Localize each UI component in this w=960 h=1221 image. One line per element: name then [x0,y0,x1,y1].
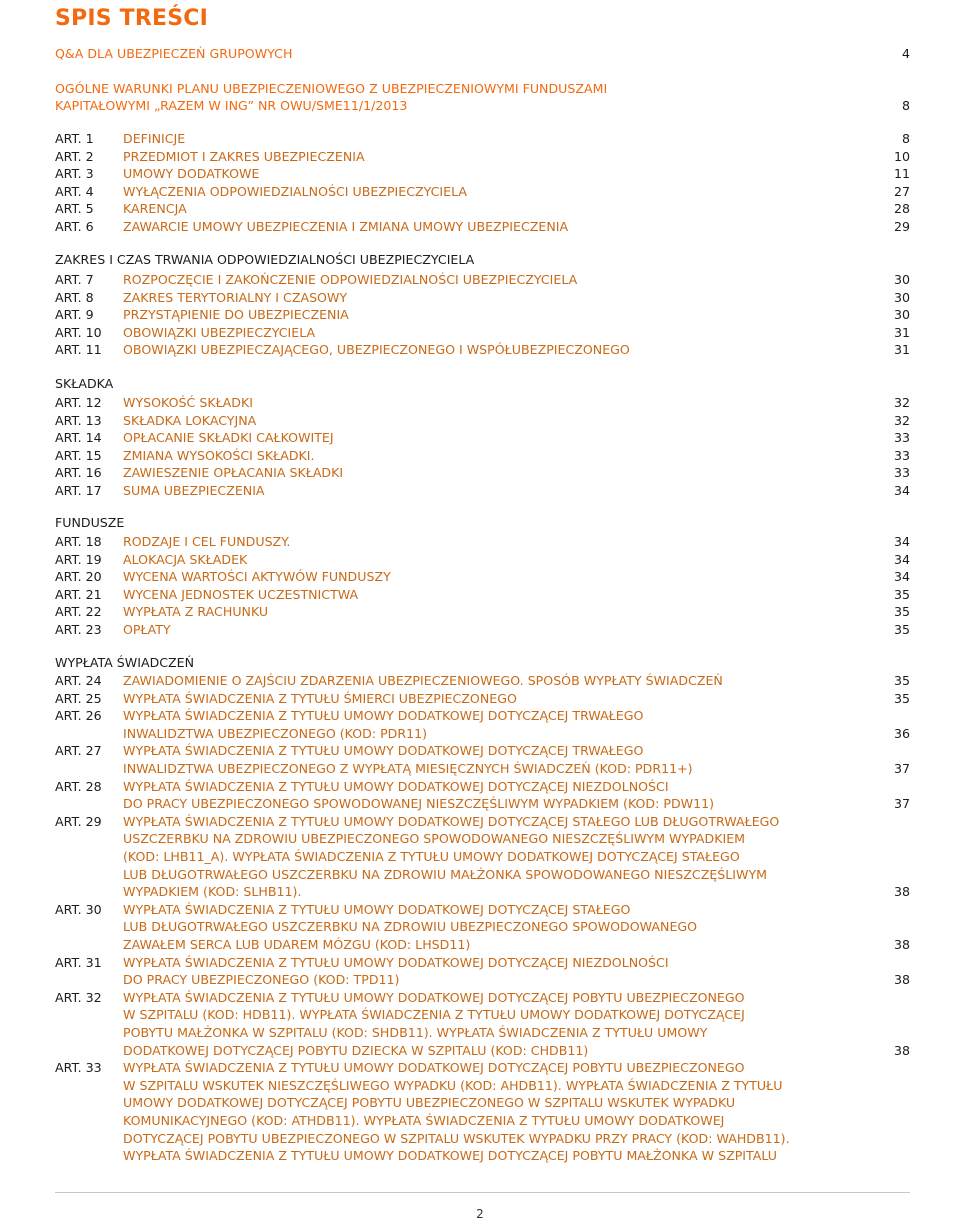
toc-entry-title [123,621,858,639]
toc-entry-title [123,1059,858,1165]
toc-entry-article: ART. 21 [55,586,102,602]
toc-entry-title-line: DO PRACY UBEZPIECZONEGO (KOD: TPD11) [123,972,400,988]
toc-entry-title [123,813,858,901]
toc-entry[interactable] [55,954,910,989]
toc-entry-title [123,200,858,218]
toc-entry-title [123,707,858,742]
toc-entry-page: 38 [893,972,910,988]
toc-entry-page: 31 [893,342,910,358]
toc-entry-title-line: DO PRACY UBEZPIECZONEGO SPOWODOWANEJ NIESZCZĘŚLIWYM WYPADKIEM (KOD: PDW11) [123,796,715,812]
toc-entry-title-line: LUB DŁUGOTRWAŁEGO USZCZERBKU NA ZDROWIU UBEZPIECZONEGO SPOWODOWANEGO [123,919,698,935]
toc-entry-title [123,341,858,359]
toc-owu-entry[interactable] [55,80,910,114]
toc-entry[interactable] [55,464,910,482]
toc-entry[interactable] [55,148,910,166]
toc-entry-article: ART. 6 [55,219,94,234]
toc-entry-page: 34 [893,551,910,567]
toc-entry-title [123,989,858,1059]
toc-entry-article: ART. 11 [55,342,102,358]
section-heading-zakres: ZAKRES I CZAS TRWANIA ODPOWIEDZIALNOŚCI UBEZPIECZYCIELA [55,252,475,267]
toc-entry-title-line: UMOWY DODATKOWEJ DOTYCZĄCEJ POBYTU UBEZPIECZONEGO W SZPITALU WSKUTEK WYPADKU [123,1095,736,1111]
page-title: SPIS TREŚCI [55,6,209,31]
toc-entry-title-line: INWALIDZTWA UBEZPIECZONEGO Z WYPŁATĄ MIESIĘCZNYCH ŚWIADCZEŃ (KOD: PDR11+) [123,760,693,776]
toc-entry[interactable] [55,289,910,307]
toc-entry-page: 34 [893,483,910,498]
toc-qa-entry[interactable] [55,46,910,63]
toc-entry[interactable] [55,551,910,569]
toc-entry[interactable] [55,901,910,954]
toc-entry[interactable] [55,183,910,201]
toc-entry-title [123,412,858,430]
toc-entry-title [123,482,858,500]
toc-entry-title-line: DOTYCZĄCEJ POBYTU UBEZPIECZONEGO W SZPITALU WSKUTEK WYPADKU PRZY PRACY (KOD: WAHDB11). [123,1130,790,1146]
toc-entry[interactable] [55,341,910,359]
toc-entry-page: 30 [893,307,910,323]
toc-owu-page: 8 [901,98,910,113]
toc-entry-article: ART. 22 [55,604,102,620]
toc-entry-title [123,289,858,307]
toc-entry-title-line: W SZPITALU (KOD: HDB11). WYPŁATA ŚWIADCZENIA Z TYTUŁU UMOWY DODATKOWEJ DOTYCZĄCEJ [123,1007,745,1023]
toc-entry-article: ART. 31 [55,954,102,970]
toc-entry-title [123,690,858,708]
toc-entry[interactable] [55,394,910,412]
toc-entry-title [123,324,858,342]
section-heading-fundusze: FUNDUSZE [55,515,125,530]
toc-entry-title-line: USZCZERBKU NA ZDROWIU UBEZPIECZONEGO SPOWODOWANEGO NIESZCZĘŚLIWYM WYPADKIEM [123,831,746,847]
toc-entry[interactable] [55,603,910,621]
footer-divider [55,1192,910,1193]
toc-entry-article: ART. 27 [55,743,102,759]
toc-entry-article: ART. 1 [55,131,94,146]
toc-entry-article: ART. 2 [55,148,94,164]
toc-entry-page: 37 [893,760,910,776]
toc-entry-page: 32 [893,412,910,428]
toc-entry-title [123,271,858,289]
toc-entry-title-line: ZAWAŁEM SERCA LUB UDAREM MÓZGU (KOD: LHSD11) [123,936,471,952]
toc-entry[interactable] [55,165,910,183]
toc-entry-title-line: OPŁATY [123,622,171,637]
toc-entry-title [123,551,858,569]
toc-entry-title-line: ZAWARCIE UMOWY UBEZPIECZENIA I ZMIANA UMOWY UBEZPIECZENIA [123,219,569,234]
toc-entry-page: 10 [893,148,910,164]
toc-entry-title-line: WYPŁATA ŚWIADCZENIA Z TYTUŁU UMOWY DODATKOWEJ DOTYCZĄCEJ POBYTU MAŁŻONKA W SZPITALU [123,1148,777,1164]
toc-entry-title-line: WYŁĄCZENIA ODPOWIEDZIALNOŚCI UBEZPIECZYCIELA [123,183,468,199]
toc-entry-title-line: WYPŁATA ŚWIADCZENIA Z TYTUŁU UMOWY DODATKOWEJ DOTYCZĄCEJ TRWAŁEGO [123,743,644,759]
toc-entry-article: ART. 29 [55,813,102,829]
toc-entry-title-line: WYPŁATA ŚWIADCZENIA Z TYTUŁU UMOWY DODATKOWEJ DOTYCZĄCEJ POBYTU UBEZPIECZONEGO [123,989,745,1005]
toc-entry-page: 35 [893,690,910,706]
toc-entry-title-line: WYPŁATA ŚWIADCZENIA Z TYTUŁU UMOWY DODATKOWEJ DOTYCZĄCEJ NIEZDOLNOŚCI [123,778,669,794]
toc-entry-title-line: INWALIDZTWA UBEZPIECZONEGO (KOD: PDR11) [123,725,428,741]
toc-entry[interactable] [55,813,910,901]
toc-entry-title-line: OBOWIĄZKI UBEZPIECZAJĄCEGO, UBEZPIECZONEGO I WSPÓŁUBEZPIECZONEGO [123,342,630,358]
toc-entry-title-line: LUB DŁUGOTRWAŁEGO USZCZERBKU NA ZDROWIU MAŁŻONKA SPOWODOWANEGO NIESZCZĘŚLIWYM [123,866,768,882]
toc-entry-title-line: WYPŁATA ŚWIADCZENIA Z TYTUŁU UMOWY DODATKOWEJ DOTYCZĄCEJ STAŁEGO [123,901,631,917]
toc-entry-title [123,742,858,777]
toc-entry-article: ART. 7 [55,272,94,287]
toc-entry-page: 37 [893,796,910,812]
toc-entry-title [123,568,858,586]
toc-entry-page: 33 [893,465,910,481]
section-heading-skladka: SKŁADKA [55,376,114,391]
toc-entry[interactable] [55,621,910,639]
toc-entry-title-line: WYPŁATA ŚWIADCZENIA Z TYTUŁU UMOWY DODATKOWEJ DOTYCZĄCEJ NIEZDOLNOŚCI [123,954,669,970]
toc-entry-title-line: PRZEDMIOT I ZAKRES UBEZPIECZENIA [123,148,365,164]
toc-entry-title-line: DODATKOWEJ DOTYCZĄCEJ POBYTU DZIECKA W SZPITALU (KOD: CHDB11) [123,1042,589,1058]
toc-entry-page: 29 [893,219,910,234]
toc-entry-article: ART. 25 [55,690,102,706]
toc-entry-page: 36 [893,725,910,741]
toc-entry-page: 33 [893,447,910,463]
page-number: 2 [476,1207,484,1221]
toc-entry-title-line: SKŁADKA LOKACYJNA [123,412,257,428]
toc-entry-title-line: WYCENA WARTOŚCI AKTYWÓW FUNDUSZY [123,569,391,585]
toc-entry-page: 28 [893,201,910,217]
toc-entry-title-line: ZAWIESZENIE OPŁACANIA SKŁADKI [123,465,344,481]
toc-entry[interactable] [55,218,910,236]
toc-entry-article: ART. 19 [55,551,102,567]
toc-entry-title [123,165,858,183]
toc-entry-title-line: WYPŁATA ŚWIADCZENIA Z TYTUŁU UMOWY DODATKOWEJ DOTYCZĄCEJ POBYTU UBEZPIECZONEGO [123,1060,745,1076]
toc-entry[interactable] [55,271,910,289]
toc-qa-page: 4 [901,46,910,61]
toc-entry-title [123,130,858,148]
toc-entry-title-line: W SZPITALU WSKUTEK NIESZCZĘŚLIWEGO WYPADKU (KOD: AHDB11). WYPŁATA ŚWIADCZENIA Z TYTUŁU [123,1077,783,1093]
toc-entry-page: 34 [893,534,910,549]
toc-entry-article: ART. 4 [55,183,94,199]
toc-entry-page: 8 [901,131,910,146]
toc-entry-title [123,954,858,989]
toc-entry[interactable] [55,200,910,218]
toc-entry-title [123,148,858,166]
toc-entry-article: ART. 15 [55,447,102,463]
toc-entry-article: ART. 8 [55,289,94,305]
toc-entry-title [123,533,858,551]
toc-entry-article: ART. 30 [55,901,102,917]
toc-entry-page: 34 [893,569,910,585]
toc-entry-title-line: WYPŁATA ŚWIADCZENIA Z TYTUŁU UMOWY DODATKOWEJ DOTYCZĄCEJ STAŁEGO LUB DŁUGOTRWAŁEGO [123,813,780,829]
toc-entry-page: 35 [893,604,910,620]
toc-entry[interactable] [55,1059,910,1165]
toc-entry-title-line: OPŁACANIE SKŁADKI CAŁKOWITEJ [123,430,334,446]
toc-entry-title [123,603,858,621]
toc-entry-article: ART. 3 [55,166,94,182]
toc-entry[interactable] [55,778,910,813]
toc-entry-title-line: KARENCJA [123,201,187,217]
toc-entry-title-line: UMOWY DODATKOWE [123,166,260,182]
toc-entry-page: 38 [893,1042,910,1058]
toc-entry-title [123,183,858,201]
toc-entry-page: 31 [893,324,910,340]
toc-entry-article: ART. 12 [55,395,102,410]
toc-entry-title-line: ZAWIADOMIENIE O ZAJŚCIU ZDARZENIA UBEZPIECZENIOWEGO. SPOSÓB WYPŁATY ŚWIADCZEŃ [123,673,723,688]
toc-owu-line1: OGÓLNE WARUNKI PLANU UBEZPIECZENIOWEGO Z UBEZPIECZENIOWYMI FUNDUSZAMI [55,81,608,96]
toc-entry-title [123,218,858,236]
toc-entry-title [123,394,858,412]
toc-entry-article: ART. 32 [55,989,102,1005]
toc-entry-title [123,429,858,447]
toc-entry-title-line: ROZPOCZĘCIE I ZAKOŃCZENIE ODPOWIEDZIALNOŚCI UBEZPIECZYCIELA [123,272,578,287]
toc-entry-article: ART. 16 [55,465,102,481]
toc-entry-article: ART. 17 [55,483,102,498]
toc-entry-page: 30 [893,289,910,305]
toc-entry-title-line: WYPŁATA Z RACHUNKU [123,604,269,620]
toc-entry-page: 11 [893,166,910,182]
toc-entry-page: 30 [893,272,910,287]
toc-entry[interactable] [55,482,910,500]
toc-entry[interactable] [55,429,910,447]
toc-entry-article: ART. 14 [55,430,102,446]
toc-entry-title [123,778,858,813]
toc-entry[interactable] [55,742,910,777]
toc-entry-title-line: POBYTU MAŁŻONKA W SZPITALU (KOD: SHDB11). WYPŁATA ŚWIADCZENIA Z TYTUŁU UMOWY [123,1024,708,1040]
toc-entry[interactable] [55,306,910,324]
toc-entry-article: ART. 23 [55,622,102,637]
toc-entry[interactable] [55,690,910,708]
toc-entry[interactable] [55,586,910,604]
toc-entry-title [123,306,858,324]
toc-entry-title [123,447,858,465]
toc-entry-title-line: SUMA UBEZPIECZENIA [123,483,265,498]
toc-entry-title-line: WYPŁATA ŚWIADCZENIA Z TYTUŁU UMOWY DODATKOWEJ DOTYCZĄCEJ TRWAŁEGO [123,708,644,724]
toc-entry-page: 35 [893,586,910,602]
toc-entry-page: 35 [893,622,910,637]
toc-entry-title [123,672,858,690]
toc-entry[interactable] [55,568,910,586]
toc-entry-article: ART. 5 [55,201,94,217]
toc-entry-article: ART. 26 [55,708,102,724]
toc-entry[interactable] [55,707,910,742]
toc-entry[interactable] [55,447,910,465]
toc-entry-title-line: OBOWIĄZKI UBEZPIECZYCIELA [123,324,316,340]
toc-entry[interactable] [55,324,910,342]
toc-entry-title-line: RODZAJE I CEL FUNDUSZY. [123,534,291,549]
toc-entry-title-line: WYPADKIEM (KOD: SLHB11). [123,884,302,900]
toc-entry-title-line: PRZYSTĄPIENIE DO UBEZPIECZENIA [123,307,349,323]
toc-entry-page: 38 [893,884,910,900]
toc-entry-article: ART. 9 [55,307,94,323]
toc-entry-article: ART. 28 [55,778,102,794]
toc-entry[interactable] [55,533,910,551]
toc-qa-label: Q&A DLA UBEZPIECZEŃ GRUPOWYCH [55,46,293,61]
toc-entry-title [123,464,858,482]
toc-entry[interactable] [55,989,910,1059]
toc-entry-page: 38 [893,936,910,952]
toc-entry-article: ART. 20 [55,569,102,585]
toc-entry-title-line: KOMUNIKACYJNEGO (KOD: ATHDB11). WYPŁATA ŚWIADCZENIA Z TYTUŁU UMOWY DODATKOWEJ [123,1112,725,1128]
toc-entry-title-line: WYSOKOŚĆ SKŁADKI [123,395,253,410]
toc-entry-article: ART. 33 [55,1060,102,1076]
toc-entry-title-line: ALOKACJA SKŁADEK [123,551,248,567]
toc-entry-article: ART. 13 [55,412,102,428]
toc-entry-title-line: WYCENA JEDNOSTEK UCZESTNICTWA [123,586,359,602]
toc-entry-page: 32 [893,395,910,410]
toc-entry-title [123,586,858,604]
toc-entry-title-line: WYPŁATA ŚWIADCZENIA Z TYTUŁU ŚMIERCI UBEZPIECZONEGO [123,690,517,706]
toc-entry-article: ART. 18 [55,534,102,549]
toc-entry-page: 33 [893,430,910,446]
toc-entry-title-line: DEFINICJE [123,131,186,146]
toc-entry-title [123,901,858,954]
toc-entry-title-line: ZAKRES TERYTORIALNY I CZASOWY [123,289,348,305]
toc-entry[interactable] [55,412,910,430]
toc-entry[interactable] [55,130,910,148]
toc-entry-page: 27 [893,183,910,199]
toc-owu-line2: KAPITAŁOWYMI „RAZEM W ING” NR OWU/SME11/1/2013 [55,98,408,113]
toc-entry-title-line: (KOD: LHB11_A). WYPŁATA ŚWIADCZENIA Z TYTUŁU UMOWY DODATKOWEJ DOTYCZĄCEJ STAŁEGO [123,848,740,864]
toc-entry-article: ART. 24 [55,673,102,688]
toc-entry[interactable] [55,672,910,690]
toc-entry-page: 35 [893,673,910,688]
toc-entry-article: ART. 10 [55,324,102,340]
section-heading-wyplata: WYPŁATA ŚWIADCZEŃ [55,655,195,670]
toc-entry-title-line: ZMIANA WYSOKOŚCI SKŁADKI. [123,447,315,463]
